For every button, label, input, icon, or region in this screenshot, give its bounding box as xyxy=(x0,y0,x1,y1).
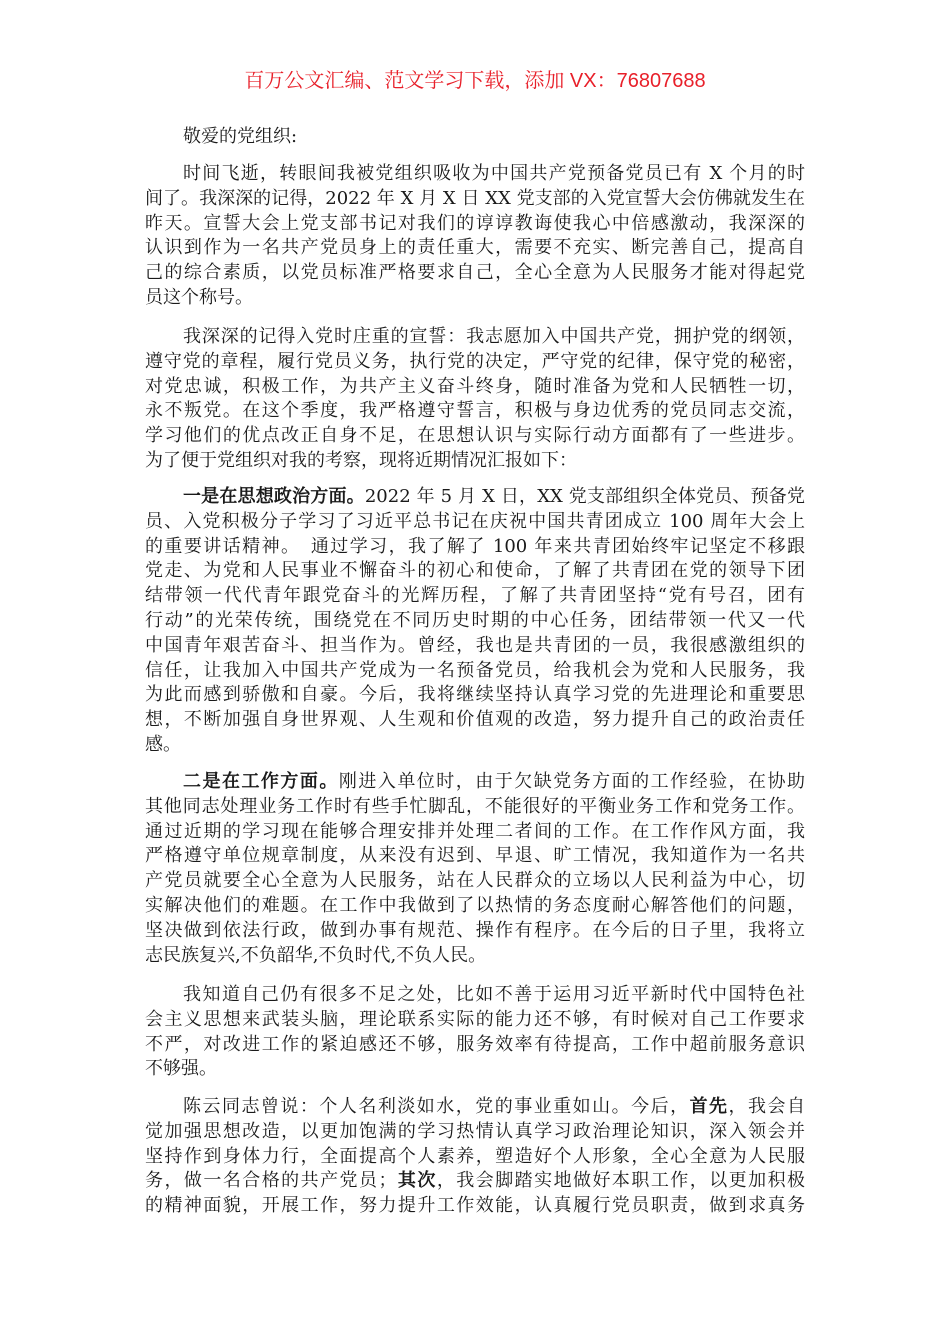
text-segment: 不够强。 xyxy=(145,1058,217,1080)
text-line xyxy=(145,559,805,584)
text-segment: 信任，让我加入中国共产党成为一名预备党员，给我机会为党和人民服务，我 xyxy=(145,659,805,681)
text-segment: 我深深的记得入党时庄重的宣誓：我志愿加入中国共产党，拥护党的纲领， xyxy=(183,326,805,347)
text-line xyxy=(145,424,805,449)
text-segment: 会主义思想来武装头脑，理论联系实际的能力还不够，有时候对自己工作要求 xyxy=(145,1008,805,1030)
greeting-text: 敬爱的党组织: xyxy=(183,126,298,147)
paragraph xyxy=(145,325,805,474)
text-segment: 其他同志处理业务工作时有些手忙脚乱，不能很好的平衡业务工作和党务工作。 xyxy=(145,795,805,817)
text-line xyxy=(145,659,805,684)
text-segment: 想，不断加强自身世界观、人生观和价值观的改造，努力提升自己的政治责任 xyxy=(145,709,805,731)
greeting xyxy=(145,125,805,150)
text-segment: 产党员就要全心全意为人民服务，站在人民群众的立场以人民利益为中心，切 xyxy=(145,870,805,892)
text-segment: 己的综合素质，以党员标准严格要求自己，全心全意为人民服务才能对得起党 xyxy=(145,262,805,284)
text-line xyxy=(145,236,805,261)
text-segment: 严格遵守单位规章制度，从来没有迟到、早退、旷工情况，我知道作为一名共 xyxy=(145,845,805,867)
text-line xyxy=(145,325,805,350)
bold-heading: 二是在工作方面。 xyxy=(183,771,339,792)
text-line xyxy=(145,399,805,424)
text-line xyxy=(145,375,805,400)
paragraph xyxy=(145,485,805,758)
text-line xyxy=(145,1169,805,1194)
text-line xyxy=(145,983,805,1008)
text-line xyxy=(145,485,805,510)
text-line xyxy=(145,609,805,634)
text-line xyxy=(145,820,805,845)
text-segment: 坚持作到身体力行，全面提高个人素养，塑造好个人形象，全心全意为人民服 xyxy=(145,1145,805,1167)
text-segment: 不严，对改进工作的紧迫感还不够，服务效率有待提高，工作中超前服务意识 xyxy=(145,1033,805,1055)
text-segment: ，我会自 xyxy=(728,1096,805,1117)
text-line xyxy=(145,683,805,708)
text-line xyxy=(145,770,805,795)
text-line xyxy=(145,187,805,212)
bold-heading: 一是在思想政治方面。 xyxy=(183,486,365,507)
text-segment: 务，做一名合格的共产党员； xyxy=(145,1170,397,1192)
text-segment: 遵守党的章程，履行党员义务，执行党的决定，严守党的纪律，保守党的秘密， xyxy=(145,350,805,372)
text-segment: 的精神面貌，开展工作，努力提升工作效能，认真履行党员职责，做到求真务 xyxy=(145,1195,805,1217)
text-segment: 刚进入单位时，由于欠缺党务方面的工作经验，在协助 xyxy=(338,771,806,792)
text-line xyxy=(145,261,805,286)
paragraph xyxy=(145,770,805,968)
text-segment: 永不叛党。在这个季度，我严格遵守誓言，积极与身边优秀的党员同志交流， xyxy=(145,400,805,422)
text-segment: 对党忠诚，积极工作，为共产主义奋斗终身，随时准备为党和人民牺牲一切， xyxy=(145,375,805,397)
text-segment: 我知道自己仍有很多不足之处，比如不善于运用习近平新时代中国特色社 xyxy=(183,984,805,1005)
text-line xyxy=(145,1145,805,1170)
paragraph xyxy=(145,162,805,311)
text-line xyxy=(145,212,805,237)
paragraph xyxy=(145,1095,805,1219)
text-line xyxy=(145,1033,805,1058)
text-segment: 昨天。宣誓大会上党支部书记对我们的谆谆教诲使我心中倍感激动，我深深的 xyxy=(145,212,805,234)
text-line xyxy=(145,535,805,560)
text-segment: 的重要讲话精神。 通过学习，我了解了 100 年来共青团始终牢记坚定不移跟 xyxy=(145,535,805,557)
text-line xyxy=(145,1057,805,1082)
bold-heading: 首先 xyxy=(689,1096,729,1117)
text-segment: 坚决做到依法行政，做到办事有规范、操作有程序。在今后的日子里，我将立 xyxy=(145,919,805,941)
text-segment: 认识到作为一名共产党员身上的责任重大，需要不充实、断完善自己，提高自 xyxy=(145,237,805,259)
text-line xyxy=(145,733,805,758)
text-line xyxy=(145,944,805,969)
text-segment: 通过近期的学习现在能够合理安排并处理二者间的工作。在工作作风方面，我 xyxy=(145,820,805,842)
text-line xyxy=(145,162,805,187)
text-segment: 党走、为党和人民事业不懈奋斗的初心和使命，了解了共青团在党的领导下团 xyxy=(145,560,805,582)
text-segment: 员、入党积极分子学习了习近平总书记在庆祝中国共青团成立 100 周年大会上 xyxy=(145,510,805,532)
text-line xyxy=(145,1194,805,1219)
paragraph xyxy=(145,983,805,1082)
text-segment: 员这个称号。 xyxy=(145,286,253,308)
text-line xyxy=(145,844,805,869)
text-segment: 结带领一代代青年跟党奋斗的光辉历程，了解了共青团坚持“党有号召，团有 xyxy=(145,585,805,607)
text-segment: 为了便于党组织对我的考察，现将近期情况汇报如下： xyxy=(145,449,577,471)
text-line xyxy=(145,1120,805,1145)
text-line xyxy=(145,919,805,944)
text-line xyxy=(145,286,805,311)
text-segment: 中国青年艰苦奋斗、担当作为。曾经，我也是共青团的一员，我很感激组织的 xyxy=(145,634,805,656)
text-segment: 2022 年 5 月 X 日，XX 党支部组织全体党员、预备党 xyxy=(364,486,805,507)
text-segment: 学习他们的优点改正自身不足，在思想认识与实际行动方面都有了一些进步。 xyxy=(145,425,805,447)
text-segment: 志民族复兴,不负韶华,不负时代,不负人民。 xyxy=(145,944,487,966)
text-line xyxy=(145,869,805,894)
text-line xyxy=(145,708,805,733)
text-segment: 感。 xyxy=(145,733,181,755)
text-line xyxy=(145,510,805,535)
text-line xyxy=(145,795,805,820)
text-segment: 觉加强思想改造，以更加饱满的学习热情认真学习政治理论知识，深入领会并 xyxy=(145,1120,805,1142)
text-line xyxy=(145,634,805,659)
text-segment: 为此而感到骄傲和自豪。今后，我将继续坚持认真学习党的先进理论和重要思 xyxy=(145,684,805,706)
text-line xyxy=(145,449,805,474)
text-segment: 实解决他们的难题。在工作中我做到了以热情的务态度耐心解答他们的问题， xyxy=(145,894,805,916)
text-line xyxy=(145,1095,805,1120)
text-segment: 间了。我深深的记得，2022 年 X 月 X 日 XX 党支部的入党宣誓大会仿佛就发生在 xyxy=(145,187,805,209)
text-segment: 陈云同志曾说：个人名利淡如水，党的事业重如山。今后， xyxy=(183,1096,690,1117)
text-segment: ，我会脚踏实地做好本职工作，以更加积极 xyxy=(436,1170,806,1192)
text-line xyxy=(145,584,805,609)
text-segment: 行动”的光荣传统，围绕党在不同历史时期的中心任务，团结带领一代又一代 xyxy=(145,609,805,631)
text-line xyxy=(145,1008,805,1033)
bold-heading: 其次 xyxy=(396,1170,437,1192)
text-line xyxy=(145,894,805,919)
text-segment: 时间飞逝，转眼间我被党组织吸收为中国共产党预备党员已有 X 个月的时 xyxy=(183,163,805,184)
text-line xyxy=(145,350,805,375)
watermark-banner: 百万公文汇编、范文学习下载，添加 VX：76807688 xyxy=(244,70,706,92)
